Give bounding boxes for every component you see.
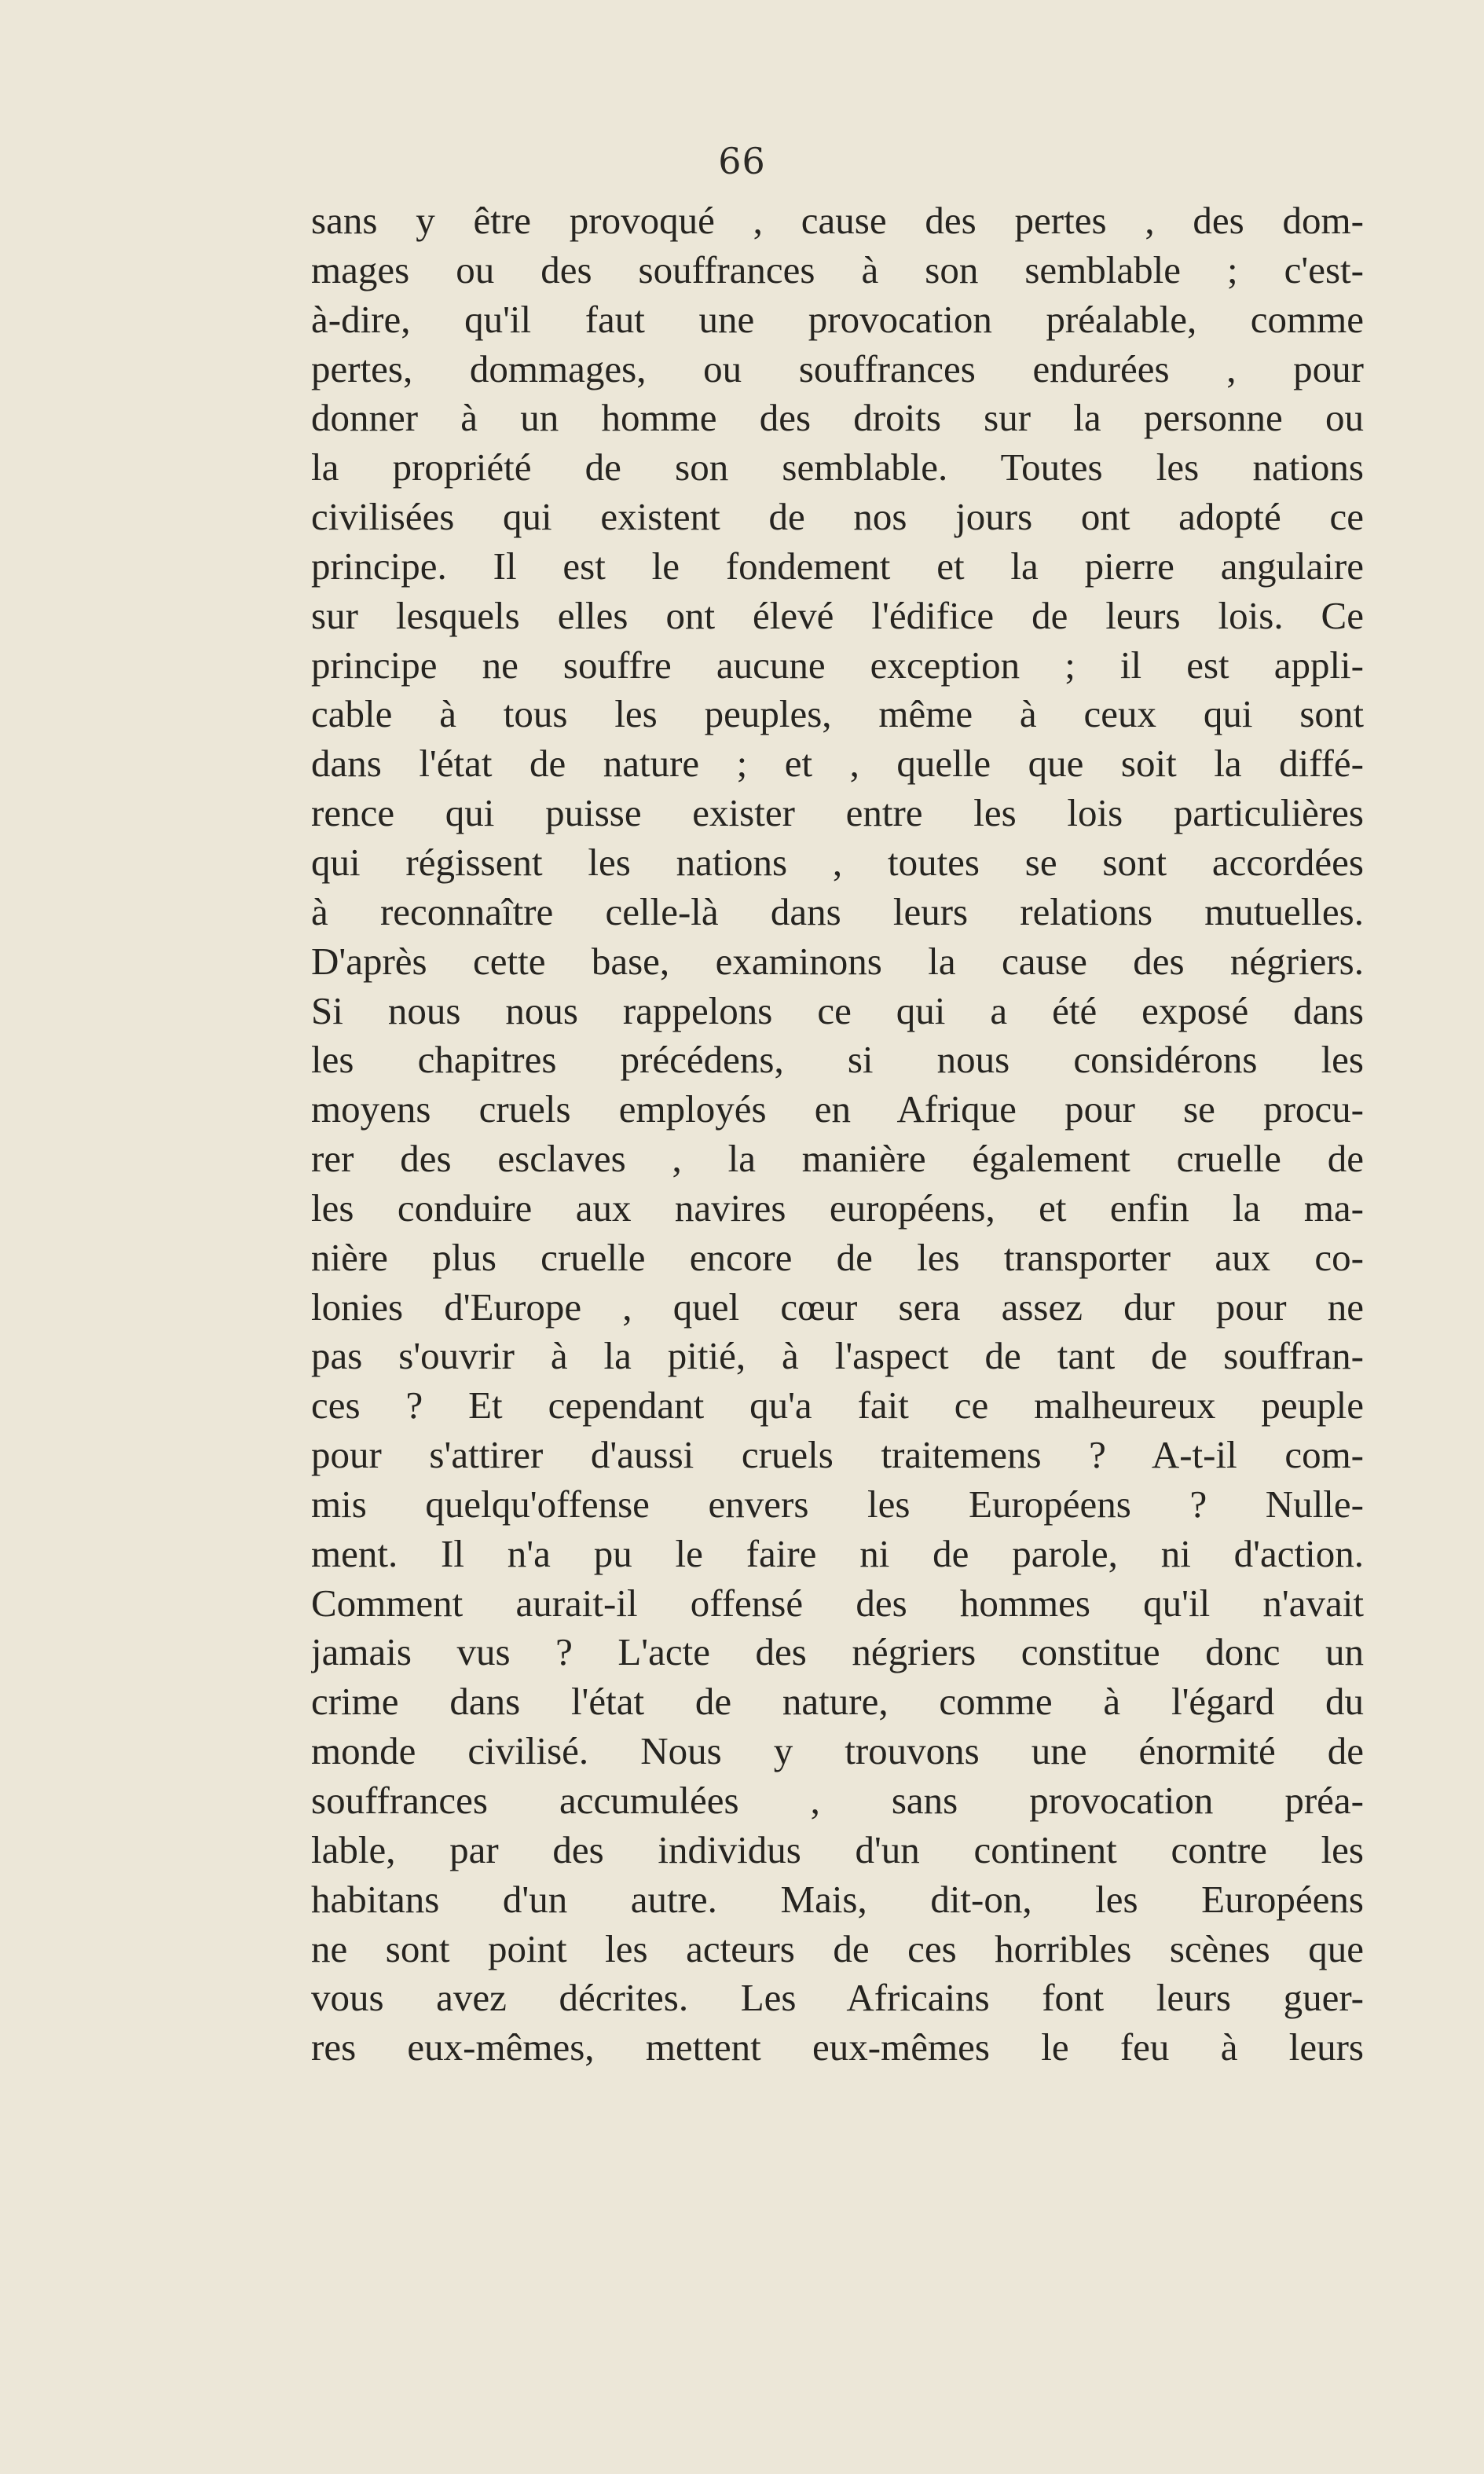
page-number: 66 — [718, 140, 766, 182]
text-line: les conduire aux navires européens, et enfin la ma- — [311, 1186, 1364, 1230]
text-line: les chapitres précédens, si nous considérons les — [311, 1038, 1364, 1082]
text-line: Comment aurait-il offensé des hommes qu'il n'avait — [311, 1581, 1364, 1625]
text-line: la propriété de son semblable. Toutes les nations — [311, 445, 1364, 489]
text-line: donner à un homme des droits sur la personne ou — [311, 396, 1364, 440]
text-line: principe. Il est le fondement et la pierre angulaire — [311, 544, 1364, 588]
text-line: principe ne souffre aucune exception ; il est appli- — [311, 643, 1364, 687]
text-line: pertes, dommages, ou souffrances endurées , pour — [311, 346, 1364, 390]
text-line: Si nous nous rappelons ce qui a été exposé dans — [311, 988, 1364, 1032]
text-line: mages ou des souffrances à son semblable ; c'est- — [311, 247, 1364, 291]
text-line: D'après cette base, examinons la cause des négriers. — [311, 939, 1364, 983]
text-line: rence qui puisse exister entre les lois particulières — [311, 791, 1364, 835]
text-line: à reconnaître celle-là dans leurs relations mutuelles. — [311, 889, 1364, 933]
text-line: dans l'état de nature ; et , quelle que soit la diffé- — [311, 742, 1364, 786]
text-line: cable à tous les peuples, même à ceux qui sont — [311, 692, 1364, 736]
text-line: ces ? Et cependant qu'a fait ce malheureux peuple — [311, 1384, 1364, 1428]
text-line: nière plus cruelle encore de les transporter aux co- — [311, 1235, 1364, 1279]
text-line: pas s'ouvrir à la pitié, à l'aspect de tant de souffran- — [311, 1334, 1364, 1378]
text-line: lable, par des individus d'un continent contre les — [311, 1827, 1364, 1871]
text-line: sans y être provoqué , cause des pertes , des dom- — [311, 199, 1364, 242]
text-line: mis quelqu'offense envers les Européens ? Nulle- — [311, 1482, 1364, 1526]
body-text — [311, 196, 1364, 2073]
text-line: ment. Il n'a pu le faire ni de parole, ni d'action. — [311, 1531, 1364, 1575]
text-line: habitans d'un autre. Mais, dit-on, les Européens — [311, 1877, 1364, 1921]
text-line: rer des esclaves , la manière également cruelle de — [311, 1137, 1364, 1181]
text-line: res eux-mêmes, mettent eux-mêmes le feu à leurs — [311, 2025, 1364, 2069]
text-line: monde civilisé. Nous y trouvons une énormité de — [311, 1729, 1364, 1773]
text-line: vous avez décrites. Les Africains font leurs guer- — [311, 1976, 1364, 2020]
text-line: à-dire, qu'il faut une provocation préalable, comme — [311, 297, 1364, 341]
text-line: civilisées qui existent de nos jours ont adopté ce — [311, 495, 1364, 539]
text-line: jamais vus ? L'acte des négriers constitue donc un — [311, 1630, 1364, 1674]
text-line: crime dans l'état de nature, comme à l'égard du — [311, 1680, 1364, 1724]
text-line: souffrances accumulées , sans provocation préa- — [311, 1779, 1364, 1822]
text-line: pour s'attirer d'aussi cruels traitemens ? A-t-il com- — [311, 1433, 1364, 1477]
text-line: moyens cruels employés en Afrique pour se procu- — [311, 1087, 1364, 1131]
text-line: qui régissent les nations , toutes se sont accordées — [311, 840, 1364, 884]
text-line: sur lesquels elles ont élevé l'édifice de leurs lois. Ce — [311, 593, 1364, 637]
text-line: ne sont point les acteurs de ces horribles scènes que — [311, 1926, 1364, 1970]
text-line: lonies d'Europe , quel cœur sera assez dur pour ne — [311, 1285, 1364, 1329]
